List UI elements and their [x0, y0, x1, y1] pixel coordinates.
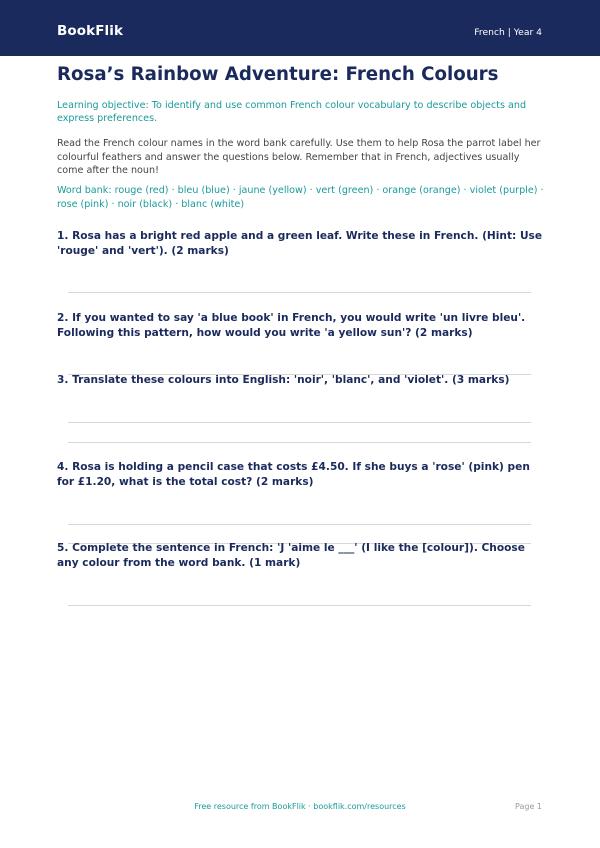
subject-year-label: French | Year 4 — [474, 27, 542, 38]
word-bank: Word bank: rouge (red) · bleu (blue) · jaune (yellow) · vert (green) · orange (orange) · violet (purple) · rose (pink) · noir (black) · blanc (white) — [57, 185, 544, 210]
question-4: 4. Rosa is holding a pencil case that costs £4.50. If she buys a 'rose' (pink) pen for £1.20, what is the total cost? (2 marks) — [57, 461, 530, 488]
page-number: Page 1 — [515, 802, 542, 811]
question-3: 3. Translate these colours into English: 'noir', 'blanc', and 'violet'. (3 marks) — [57, 374, 510, 386]
question-1: 1. Rosa has a bright red apple and a green leaf. Write these in French. (Hint: Use 'rouge' and 'vert'). (2 marks) — [57, 230, 543, 257]
intro-paragraph: Read the French colour names in the word bank carefully. Use them to help Rosa the parrot label her colourful feathers and answer the questions below. Remember that in French, adjectives usually come after the noun! — [57, 138, 541, 177]
header-bar — [0, 0, 600, 56]
learning-objective: Learning objective: To identify and use common French colour vocabulary to describe objects and express preferences. — [57, 100, 527, 125]
answer-line-3b[interactable] — [68, 442, 531, 443]
page-title: Rosa’s Rainbow Adventure: French Colours — [57, 64, 499, 85]
answer-line-5[interactable] — [68, 605, 531, 606]
footer-credit: Free resource from BookFlik · bookflik.com/resources — [194, 802, 406, 811]
question-2: 2. If you wanted to say 'a blue book' in French, you would write 'un livre bleu'. Following this pattern, how would you write 'a yellow sun'? (2 marks) — [57, 312, 526, 339]
question-5: 5. Complete the sentence in French: 'J 'aime le ___' (I like the [colour]). Choose any colour from the word bank. (1 mark) — [57, 542, 525, 569]
brand-logo: BookFlik — [57, 23, 124, 39]
answer-line-1[interactable] — [68, 292, 531, 293]
answer-line-3a[interactable] — [68, 422, 531, 423]
answer-line-4a[interactable] — [68, 524, 531, 525]
